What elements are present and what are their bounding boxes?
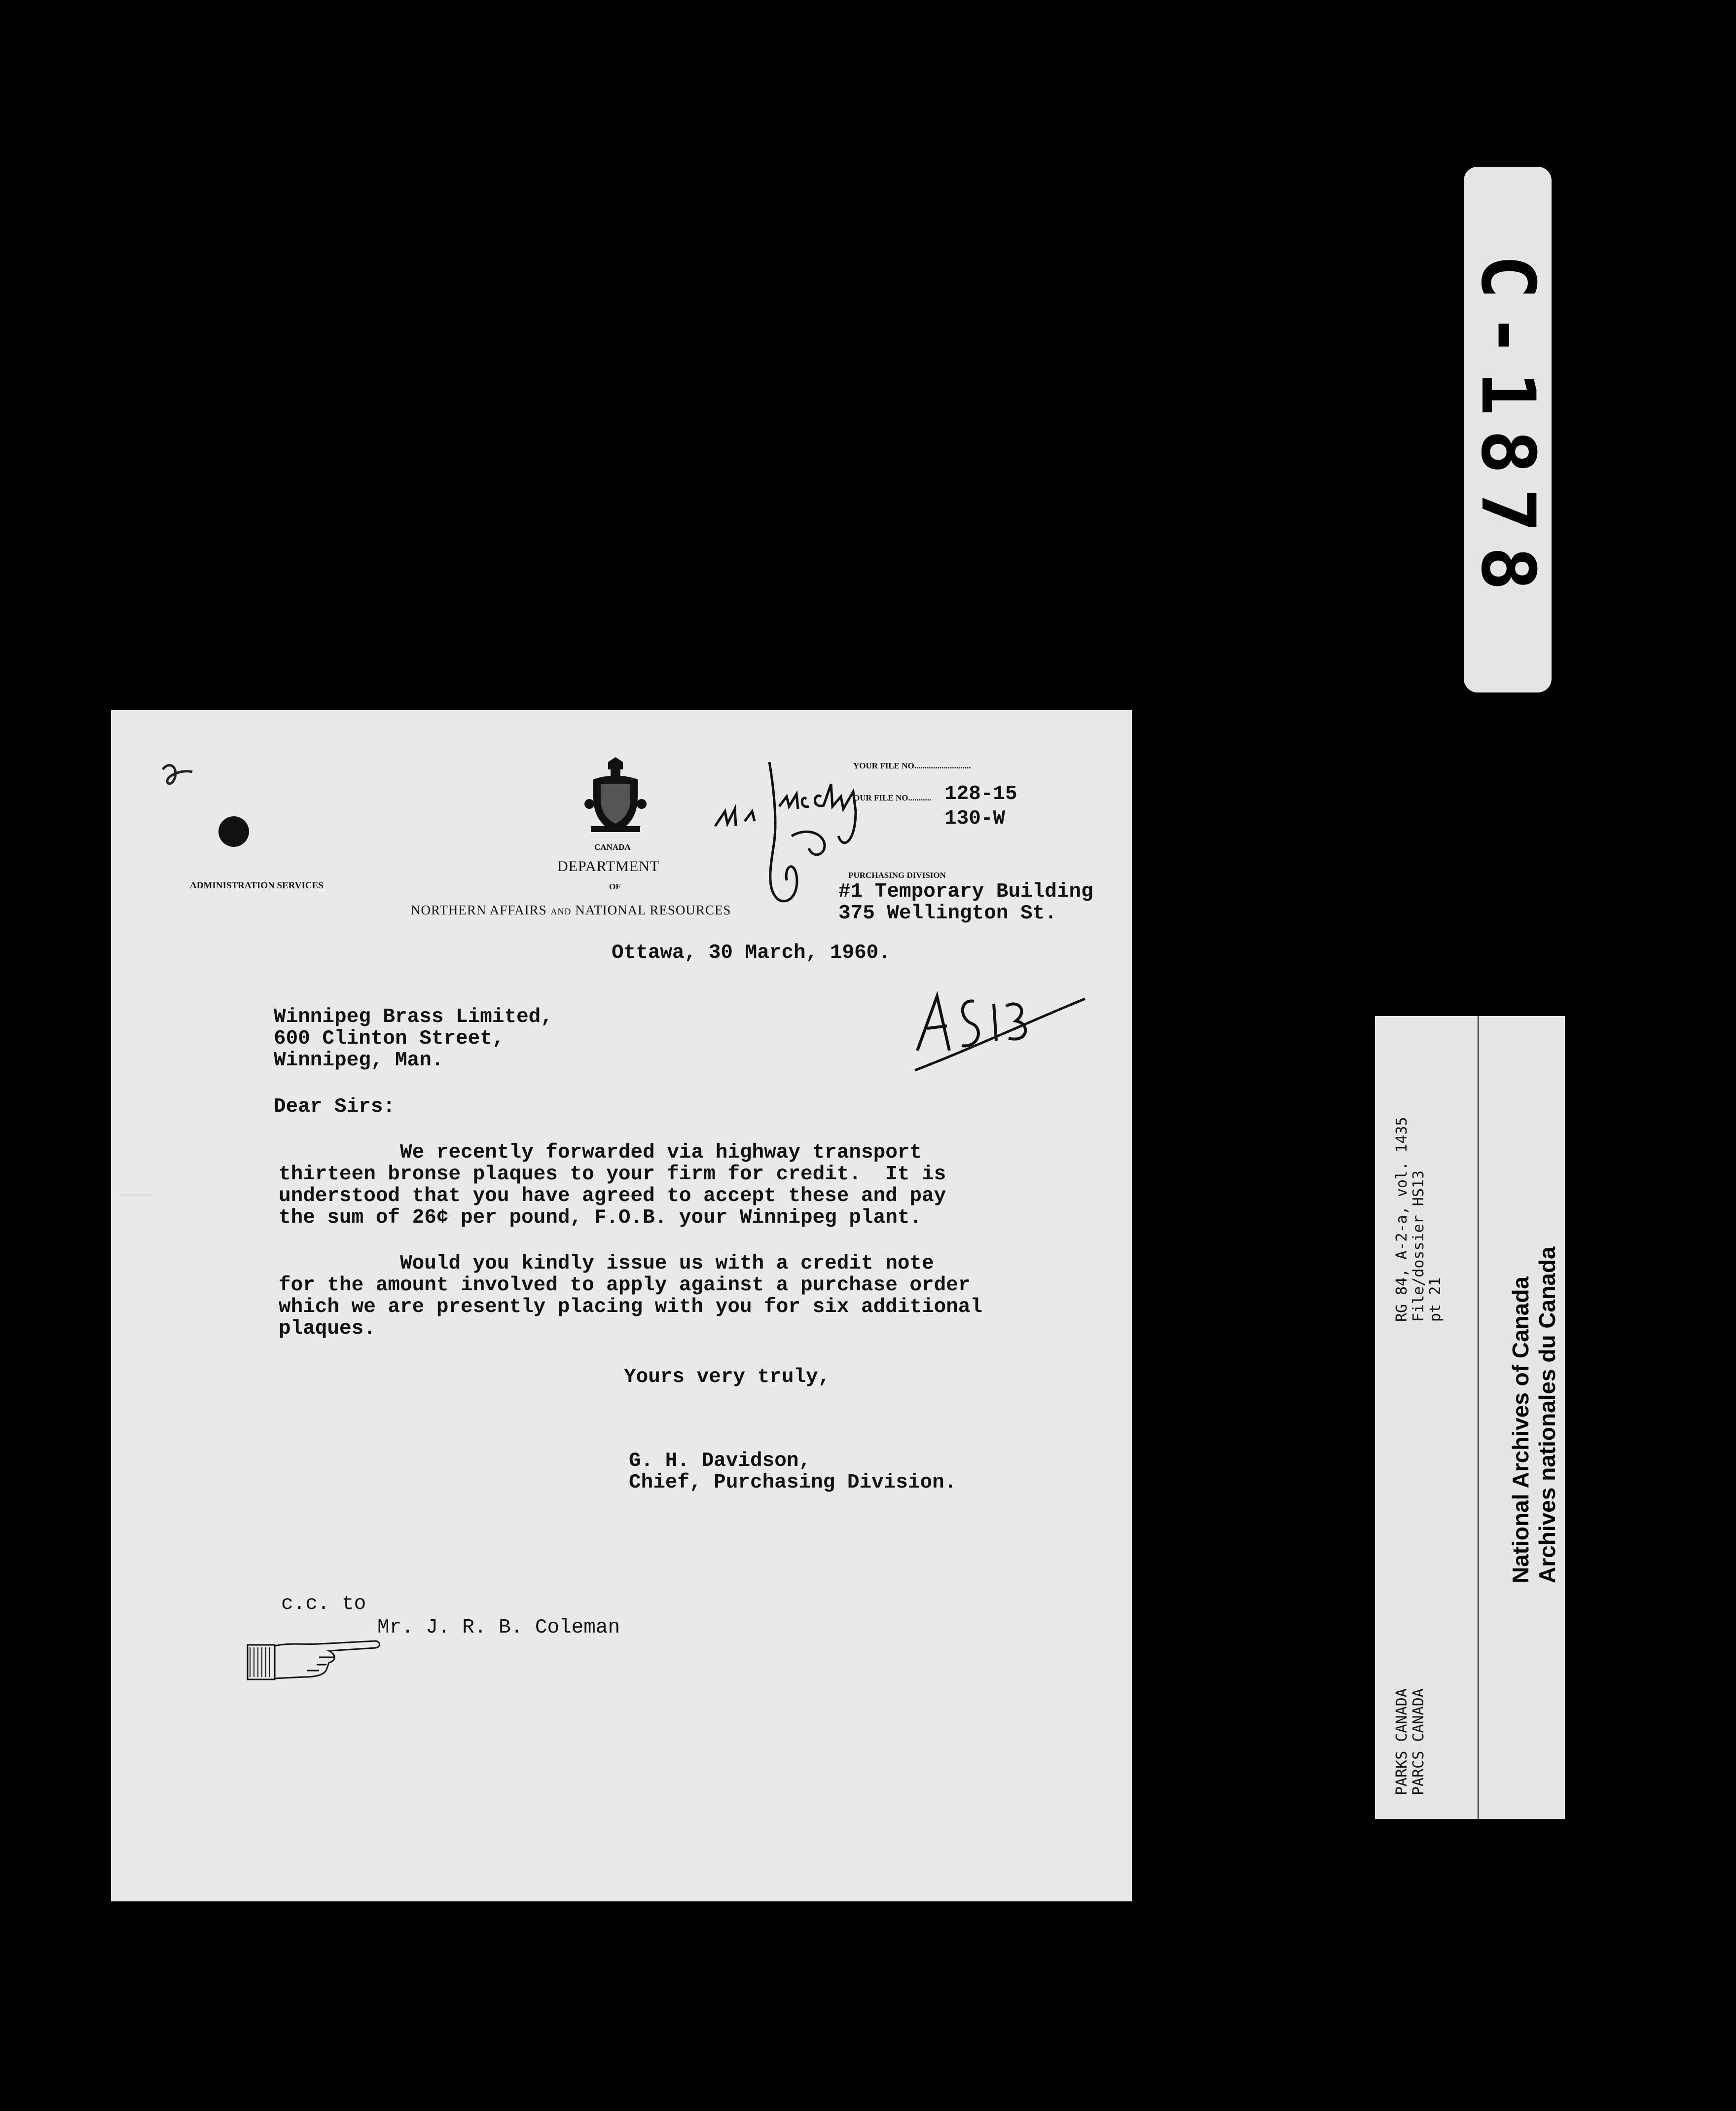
archive-name-english: National Archives of Canada xyxy=(1508,1276,1533,1583)
letter-date: Ottawa, 30 March, 1960. xyxy=(612,942,891,964)
archive-ref-line-1: RG 84, A-2-a, vol. 1435 xyxy=(1393,1117,1410,1322)
paragraph-1-line-2: thirteen bronse plaques to your firm for credit. It is xyxy=(279,1163,946,1186)
letterhead-department-name: NORTHERN AFFAIRS AND NATIONAL RESOURCES xyxy=(411,903,731,917)
signature-line-2: Chief, Purchasing Division. xyxy=(629,1471,957,1494)
file-number-2: 130-W xyxy=(944,807,1006,830)
address-line-2: 375 Wellington St. xyxy=(838,902,1057,925)
letterhead-of: OF xyxy=(609,882,621,891)
your-file-label: YOUR FILE NO........................... xyxy=(853,761,971,770)
archive-label-institution xyxy=(1479,1016,1565,1819)
paragraph-2-line-4: plaques. xyxy=(279,1317,376,1340)
reel-number-strip xyxy=(1464,167,1552,692)
file-number-1: 128-15 xyxy=(944,783,1017,805)
margin-dash xyxy=(121,1194,153,1196)
recipient-line-3: Winnipeg, Man. xyxy=(274,1049,444,1072)
purchasing-division-label: PURCHASING DIVISION xyxy=(848,871,946,880)
archive-label-reference xyxy=(1375,1016,1478,1819)
paragraph-2-line-1: Would you kindly issue us with a credit note xyxy=(279,1252,934,1275)
paragraph-2-line-2: for the amount involved to apply against a purchase order xyxy=(279,1274,971,1297)
paragraph-1-line-4: the sum of 26¢ per pound, F.O.B. your Winnipeg plant. xyxy=(279,1206,922,1229)
letterhead-department-label: DEPARTMENT xyxy=(557,858,660,874)
letter-sheet xyxy=(111,710,1132,1901)
signature-line-1: G. H. Davidson, xyxy=(629,1450,811,1472)
our-file-label: OUR FILE NO........... xyxy=(853,793,932,802)
cc-name: Mr. J. R. B. Coleman xyxy=(377,1616,620,1639)
paragraph-1-line-3: understood that you have agreed to accept these and pay xyxy=(279,1185,946,1207)
archive-ref-line-2: File/dossier HS13 xyxy=(1410,1170,1427,1322)
archive-name-french: Archives nationales du Canada xyxy=(1534,1246,1560,1583)
archive-source-line-1: PARKS CANADA xyxy=(1393,1688,1410,1795)
recipient-line-2: 600 Clinton Street, xyxy=(274,1027,505,1050)
handwritten-file-mark-icon xyxy=(907,977,1090,1075)
recipient-line-1: Winnipeg Brass Limited, xyxy=(274,1006,553,1028)
archive-ref-line-3: pt 21 xyxy=(1427,1277,1444,1322)
paragraph-2-line-3: which we are presently placing with you for six additional xyxy=(279,1296,983,1318)
salutation: Dear Sirs: xyxy=(274,1095,396,1118)
closing: Yours very truly, xyxy=(624,1366,831,1388)
handwritten-mark-icon xyxy=(158,760,197,794)
address-line-1: #1 Temporary Building xyxy=(838,880,1093,903)
archive-source-line-2: PARCS CANADA xyxy=(1410,1688,1427,1795)
letterhead-country: CANADA xyxy=(594,842,631,852)
reel-number: C-1878 xyxy=(1465,255,1551,605)
handwritten-signature-icon xyxy=(705,742,912,910)
cc-label: c.c. to xyxy=(281,1593,366,1615)
paragraph-1-line-1: We recently forwarded via highway transport xyxy=(279,1141,922,1164)
letterhead-admin-services: ADMINISTRATION SERVICES xyxy=(190,880,324,891)
coat-of-arms-icon xyxy=(583,757,648,836)
punch-hole-icon xyxy=(218,816,249,847)
pointing-hand-icon xyxy=(245,1630,383,1684)
